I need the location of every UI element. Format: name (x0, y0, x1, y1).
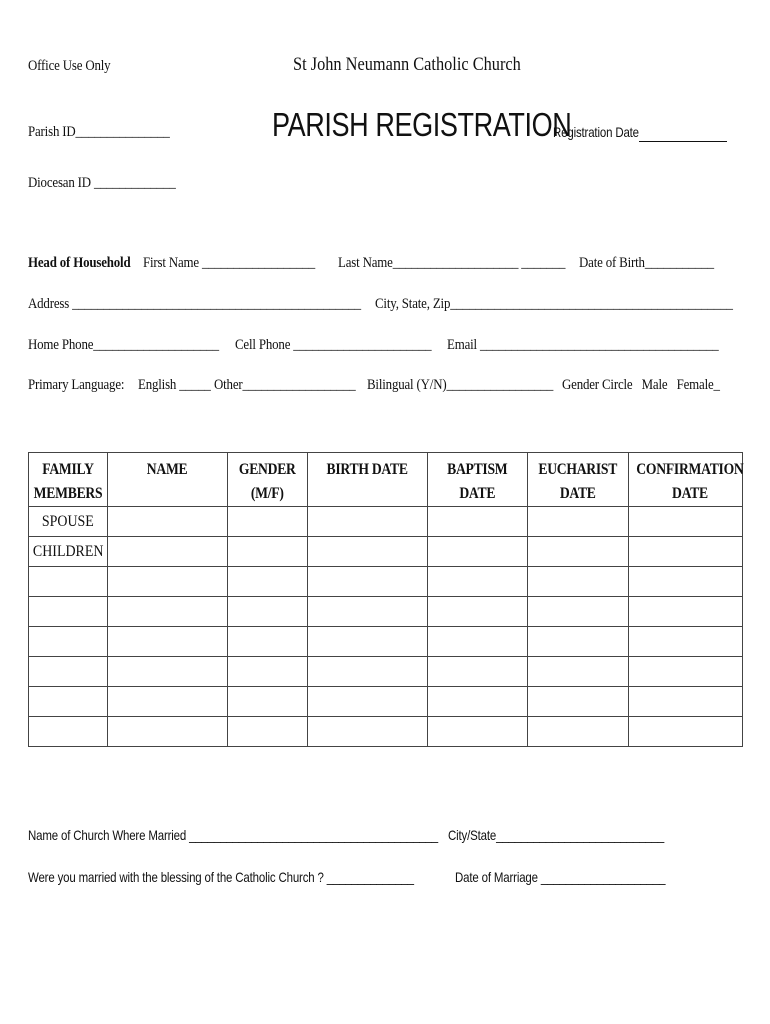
table-cell[interactable] (428, 567, 528, 597)
head-of-household-label: Head of Household (28, 255, 131, 271)
table-cell[interactable] (629, 717, 743, 747)
table-cell[interactable] (108, 687, 228, 717)
registration-date-label: Registration Date (553, 124, 639, 140)
table-cell[interactable] (308, 657, 428, 687)
table-cell[interactable] (629, 657, 743, 687)
table-cell[interactable] (108, 627, 228, 657)
registration-date-line[interactable] (639, 141, 727, 142)
col-confirmation-date: CONFIRMATION DATE (629, 453, 743, 507)
col-gender: GENDER (M/F) (228, 453, 308, 507)
table-cell[interactable] (528, 567, 629, 597)
primary-language-label: Primary Language: (28, 377, 125, 393)
table-cell[interactable] (228, 567, 308, 597)
diocesan-id-field[interactable]: Diocesan ID _____________ (28, 175, 176, 191)
col-family-members: FAMILY MEMBERS (29, 453, 108, 507)
table-cell[interactable] (29, 717, 108, 747)
table-cell[interactable] (228, 687, 308, 717)
table-cell[interactable] (108, 507, 228, 537)
email-field[interactable]: Email ______________________________________ (447, 337, 719, 353)
date-of-birth-field[interactable]: Date of Birth___________ (579, 255, 714, 271)
table-cell[interactable] (308, 717, 428, 747)
table-cell[interactable] (228, 717, 308, 747)
table-row-spouse (29, 507, 743, 537)
office-use-label: Office Use Only (28, 58, 111, 74)
table-cell[interactable] (228, 597, 308, 627)
parish-id-field[interactable]: Parish ID_______________ (28, 124, 170, 140)
col-baptism-date: BAPTISM DATE (428, 453, 528, 507)
table-cell[interactable] (308, 507, 428, 537)
table-cell[interactable] (428, 717, 528, 747)
table-cell[interactable] (29, 657, 108, 687)
table-cell[interactable] (528, 627, 629, 657)
table-row (29, 597, 743, 627)
table-cell[interactable] (428, 507, 528, 537)
table-cell[interactable] (528, 657, 629, 687)
home-phone-field[interactable]: Home Phone____________________ (28, 337, 219, 353)
table-cell[interactable] (29, 567, 108, 597)
table-cell[interactable] (308, 597, 428, 627)
church-name: St John Neumann Catholic Church (293, 54, 521, 75)
table-cell[interactable] (108, 567, 228, 597)
table-cell[interactable] (629, 537, 743, 567)
first-name-field[interactable]: First Name __________________ (143, 255, 316, 271)
table-cell[interactable] (629, 597, 743, 627)
col-name: NAME (108, 453, 228, 507)
table-cell[interactable] (528, 537, 629, 567)
page-title: PARISH REGISTRATION (272, 106, 572, 143)
table-cell[interactable] (108, 657, 228, 687)
table-row (29, 717, 743, 747)
date-of-marriage-field[interactable]: Date of Marriage ____________________ (455, 869, 666, 885)
table-cell[interactable] (228, 657, 308, 687)
cell-phone-field[interactable]: Cell Phone ______________________ (235, 337, 432, 353)
table-cell[interactable] (228, 537, 308, 567)
table-cell[interactable] (308, 627, 428, 657)
table-cell[interactable] (428, 657, 528, 687)
table-cell[interactable] (29, 627, 108, 657)
table-cell[interactable] (108, 717, 228, 747)
table-cell[interactable] (629, 567, 743, 597)
table-cell[interactable] (629, 627, 743, 657)
blessing-question-field[interactable]: Were you married with the blessing of the Catholic Church ? ______________ (28, 869, 414, 885)
last-name-field[interactable]: Last Name____________________ _______ (338, 255, 566, 271)
gender-circle-field[interactable]: Gender Circle Male Female_ (562, 377, 720, 393)
table-cell[interactable] (308, 687, 428, 717)
table-cell[interactable] (528, 597, 629, 627)
row-label-children: CHILDREN (29, 537, 108, 567)
church-married-field[interactable]: Name of Church Where Married ________________________________________ (28, 827, 438, 843)
english-field[interactable]: English _____ (138, 377, 211, 393)
table-cell[interactable] (528, 507, 629, 537)
table-cell[interactable] (528, 687, 629, 717)
city-state-field[interactable]: City/State___________________________ (448, 827, 665, 843)
table-cell[interactable] (428, 537, 528, 567)
table-cell[interactable] (228, 507, 308, 537)
table-cell[interactable] (29, 597, 108, 627)
table-cell[interactable] (108, 597, 228, 627)
table-row (29, 567, 743, 597)
table-cell[interactable] (108, 537, 228, 567)
col-birth-date: BIRTH DATE (308, 453, 428, 507)
address-field[interactable]: Address ______________________________________________ (28, 296, 361, 312)
table-cell[interactable] (29, 687, 108, 717)
table-cell[interactable] (228, 627, 308, 657)
row-label-spouse: SPOUSE (29, 507, 108, 537)
table-row-children (29, 537, 743, 567)
table-cell[interactable] (428, 627, 528, 657)
table-row (29, 687, 743, 717)
family-members-table (28, 452, 743, 747)
table-row (29, 627, 743, 657)
table-cell[interactable] (528, 717, 629, 747)
bilingual-field[interactable]: Bilingual (Y/N)_________________ (367, 377, 554, 393)
other-language-field[interactable]: Other__________________ (214, 377, 356, 393)
table-row (29, 657, 743, 687)
city-state-zip-field[interactable]: City, State, Zip_____________________________________________ (375, 296, 733, 312)
col-eucharist-date: EUCHARIST DATE (528, 453, 629, 507)
table-cell[interactable] (308, 567, 428, 597)
table-cell[interactable] (308, 537, 428, 567)
table-cell[interactable] (428, 597, 528, 627)
table-header-row (29, 453, 743, 507)
table-cell[interactable] (428, 687, 528, 717)
table-cell[interactable] (629, 687, 743, 717)
table-cell[interactable] (629, 507, 743, 537)
